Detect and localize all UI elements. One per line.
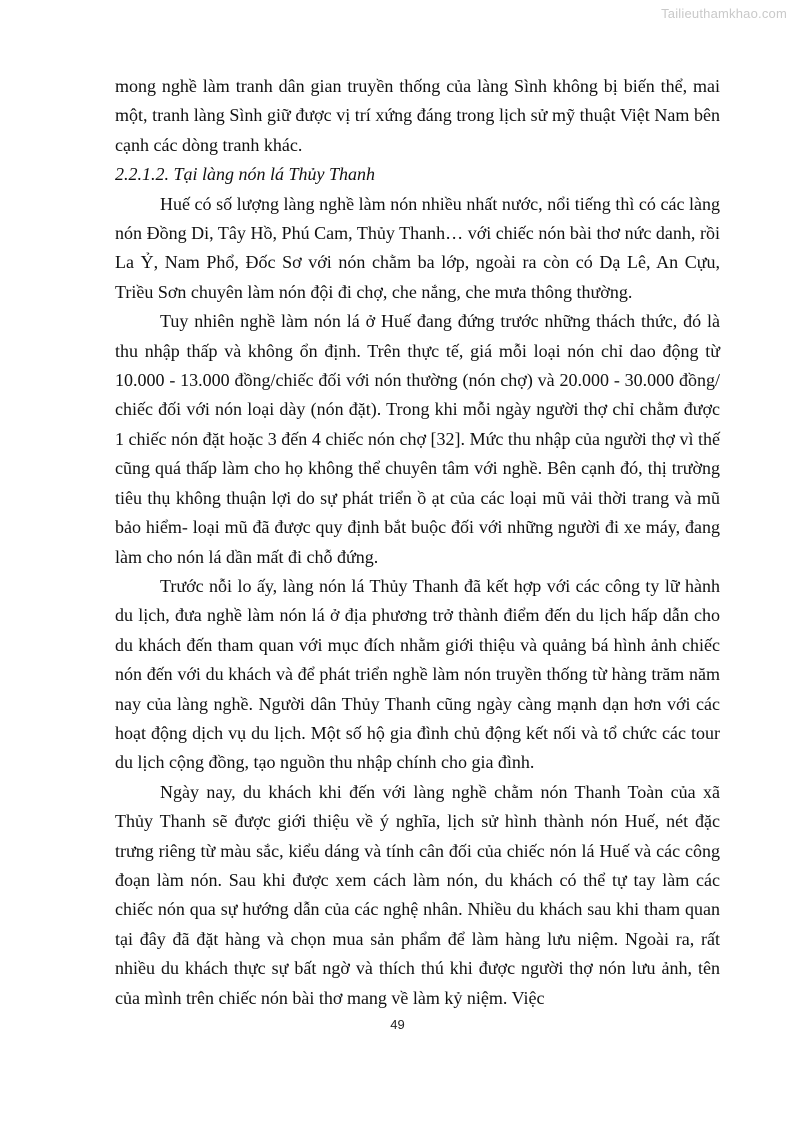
paragraph: Tuy nhiên nghề làm nón lá ở Huế đang đứng trước những thách thức, đó là thu nhập thấp và không ổn định. Trên thực tế, giá mỗi loại nón chỉ dao động từ 10.000 - 13.000 đồng/chiếc đối với nón thường (nón chợ) và 20.000 - 30.000 đồng/ chiếc đối với nón loại dày (nón đặt). Trong khi mỗi ngày người thợ chỉ chằm được 1 chiếc nón đặt hoặc 3 đến 4 chiếc nón chợ [32]. Mức thu nhập của người thợ vì thế cũng quá thấp làm cho họ không thể chuyên tâm với nghề. Bên cạnh đó, thị trường tiêu thụ không thuận lợi do sự phát triển ồ ạt của các loại mũ vải thời trang và mũ bảo hiểm- loại mũ đã được quy định bắt buộc đối với những người đi xe máy, đang làm cho nón lá dần mất đi chỗ đứng. (115, 311, 720, 567)
paragraph: Trước nỗi lo ấy, làng nón lá Thủy Thanh đã kết hợp với các công ty lữ hành du lịch, đưa nghề làm nón lá ở địa phương trở thành điểm đến du lịch hấp dẫn cho du khách đến tham quan với mục đích nhằm giới thiệu và quảng bá hình ảnh chiếc nón đến với du khách và để phát triển nghề làm nón truyền thống từ hàng trăm năm nay của làng nghề. Người dân Thủy Thanh cũng ngày càng mạnh dạn hơn với các hoạt động dịch vụ du lịch. Một số hộ gia đình chủ động kết nối và tổ chức các tour du lịch cộng đồng, tạo nguồn thu nhập chính cho gia đình. (115, 575, 720, 773)
paragraph: Ngày nay, du khách khi đến với làng nghề chằm nón Thanh Toàn của xã Thủy Thanh sẽ được giới thiệu về ý nghĩa, lịch sử hình thành nón Huế, nét đặc trưng riêng từ màu sắc, kiểu dáng và tính cân đối của chiếc nón lá Huế và các công đoạn làm nón. Sau khi được xem cách làm nón, du khách có thể tự tay làm các chiếc nón qua sự hướng dẫn của các nghệ nhân. Nhiều du khách sau khi tham quan tại đây đã đặt hàng và chọn mua sản phẩm để làm hàng lưu niệm. Ngoài ra, rất nhiều du khách thực sự bất ngờ và thích thú khi được người thợ nón lưu ảnh, tên của mình trên chiếc nón bài thơ mang về làm kỷ niệm. Việc (115, 781, 720, 1008)
paragraph-continuation: mong nghề làm tranh dân gian truyền thống của làng Sình không bị biến thể, mai một, tranh làng Sình giữ được vị trí xứng đáng trong lịch sử mỹ thuật Việt Nam bên cạnh các dòng tranh khác. (115, 76, 720, 155)
paragraph: Huế có số lượng làng nghề làm nón nhiều nhất nước, nổi tiếng thì có các làng nón Đồng Di, Tây Hồ, Phú Cam, Thủy Thanh… với chiếc nón bài thơ nức danh, rồi La Ỷ, Nam Phổ, Đốc Sơ với nón chằm ba lớp, ngoài ra còn có Dạ Lê, An Cựu, Triều Sơn chuyên làm nón đội đi chợ, che nắng, che mưa thông thường. (115, 193, 720, 302)
section-heading: 2.2.1.2. Tại làng nón lá Thủy Thanh (115, 164, 376, 185)
document-body (115, 72, 720, 1013)
page-number: 49 (390, 1017, 405, 1032)
watermark-text: Tailieuthamkhao.com (661, 6, 787, 21)
